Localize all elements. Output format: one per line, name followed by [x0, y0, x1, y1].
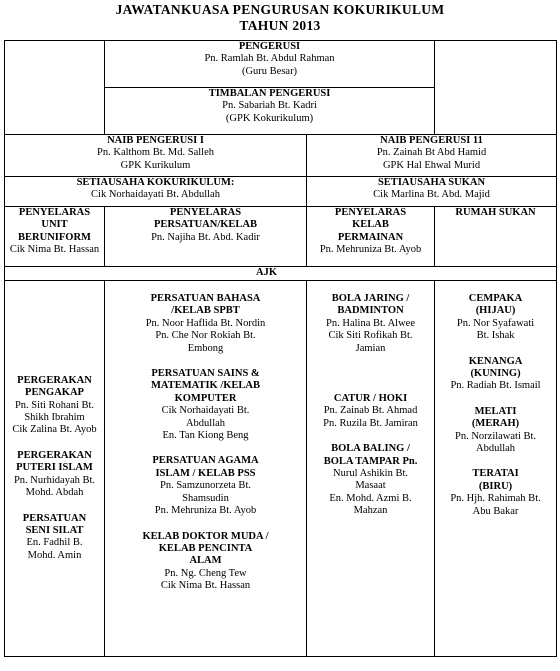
penyelaras-uniform-name: Cik Nima Bt. Hassan: [9, 244, 100, 256]
naib-1-name: Pn. Kalthom Bt. Md. Salleh: [97, 147, 214, 159]
ajk-seni-silat: [7, 513, 102, 563]
naib-2-role: GPK Hal Ehwal Murid: [382, 159, 481, 171]
penyelaras-uniform-title-1: PENYELARAS: [18, 207, 91, 218]
naib-2-title: NAIB PENGERUSI 11: [380, 135, 483, 146]
ajk-bola-baling-name-1: Nurul Ashikin Bt.: [333, 468, 408, 480]
setiausaha-sukan-name: Cik Marlina Bt. Abd. Majid: [373, 189, 490, 201]
ajk-agama-name-3: Pn. Mehruniza Bt. Ayob: [154, 505, 257, 517]
ajk-bola-jaring-name-3: Jamian: [355, 342, 386, 354]
ajk-teratai-name-2: Abu Bakar: [472, 505, 519, 517]
ajk-pengakap-name-3: Cik Zalina Bt. Ayob: [12, 424, 97, 436]
pengerusi-cell: [105, 41, 435, 88]
penyelaras-permainan-cell: [307, 207, 435, 267]
setiausaha-kokurikulum-title: SETIAUSAHA KOKURIKULUM:: [76, 177, 235, 188]
naib-2-name: Pn. Zainah Bt Abd Hamid: [376, 147, 487, 159]
ajk-bahasa-name-3: Embong: [187, 342, 224, 354]
penyelaras-uniform-title-2: UNIT: [41, 219, 68, 231]
naib-1-cell: [5, 135, 307, 177]
penyelaras-uniform-cell: [5, 207, 105, 267]
ajk-teratai-title-1: TERATAI: [472, 468, 519, 480]
ajk-cempaka: [437, 293, 554, 343]
ajk-doktor-muda-title-1: KELAB DOKTOR MUDA /: [142, 530, 269, 542]
ajk-bola-jaring-name-1: Pn. Halina Bt. Alwee: [326, 317, 415, 329]
ajk-seni-silat-title-2: SENI SILAT: [25, 524, 84, 536]
ajk-sains-name-3: En. Tan Kiong Beng: [162, 430, 249, 442]
ajk-sains-title-3: KOMPUTER: [174, 392, 237, 404]
pengerusi-title: PENGERUSI: [238, 41, 301, 52]
ajk-kenanga-title-1: KENANGA: [468, 355, 523, 367]
ajk-sains-title-1: PERSATUAN SAINS &: [151, 368, 260, 380]
ajk-doktor-muda-title-2: KELAB PENCINTA: [158, 542, 253, 554]
ajk-melati-title-2: (MERAH): [471, 418, 520, 430]
penyelaras-permainan-title-3: PERMAINAN: [337, 231, 404, 243]
ajk-agama-title-2: ISLAM / KELAB PSS: [155, 467, 256, 479]
ajk-cempaka-name-1: Pn. Nor Syafawati: [456, 317, 535, 329]
ajk-uniform-column: [5, 281, 105, 657]
ajk-pengakap-name-2: Shikh Ibrahim: [24, 412, 85, 424]
ajk-melati-title-1: MELATI: [474, 405, 517, 417]
setiausaha-kokurikulum-cell: [5, 177, 307, 207]
setiausaha-sukan-cell: [307, 177, 557, 207]
penyelaras-persatuan-title-1: PENYELARAS: [169, 207, 242, 218]
naib-1-title: NAIB PENGERUSI I: [107, 135, 204, 146]
ajk-sains-name-1: Cik Norhaidayati Bt.: [161, 405, 250, 417]
ajk-cempaka-title-2: (HIJAU): [475, 305, 516, 317]
ajk-puteri-islam-title-1: PERGERAKAN: [17, 449, 92, 461]
ajk-doktor-muda-name-1: Pn. Ng. Cheng Tew: [164, 567, 247, 579]
ajk-cempaka-title-1: CEMPAKA: [468, 293, 523, 304]
timbalan-title: TIMBALAN PENGERUSI: [208, 88, 331, 99]
ajk-doktor-muda-name-2: Cik Nima Bt. Hassan: [160, 580, 251, 592]
ajk-catur-name-1: Pn. Zainab Bt. Ahmad: [323, 405, 418, 417]
penyelaras-persatuan-name: Pn. Najiha Bt. Abd. Kadir: [151, 231, 260, 243]
ajk-teratai-title-2: (BIRU): [478, 480, 513, 492]
ajk-sains-title-2: MATEMATIK /KELAB: [151, 380, 260, 392]
ajk-agama-name-1: Pn. Samzunorzeta Bt.: [160, 480, 251, 492]
ajk-pengakap-name-1: Pn. Siti Rohani Bt.: [14, 399, 95, 411]
ajk-puteri-islam-name-1: Pn. Nurhidayah Bt.: [13, 474, 96, 486]
ajk-bola-baling-name-4: Mahzan: [353, 505, 388, 517]
ajk-persatuan-column: [105, 281, 307, 657]
ajk-bahasa: [107, 293, 304, 355]
ajk-seni-silat-name-1: En. Fadhil B.: [26, 537, 83, 549]
ajk-bola-baling: [309, 443, 432, 517]
ajk-bola-baling-title-1: BOLA BALING /: [331, 443, 410, 455]
ajk-teratai-name-1: Pn. Hjh. Rahimah Bt.: [450, 493, 541, 505]
ajk-bahasa-name-2: Pn. Che Nor Rokiah Bt.: [155, 330, 256, 342]
naib-1-role: GPK Kurikulum: [120, 159, 191, 171]
rumah-sukan-cell: [435, 207, 557, 267]
ajk-label: AJK: [256, 267, 278, 278]
ajk-bahasa-title-1: PERSATUAN BAHASA: [150, 293, 261, 304]
ajk-melati-name-1: Pn. Norzilawati Bt.: [454, 430, 537, 442]
ajk-agama: [107, 455, 304, 517]
ajk-sains: [107, 368, 304, 442]
ajk-bola-baling-title-2: BOLA TAMPAR Pn.: [323, 455, 418, 467]
naib-2-cell: [307, 135, 557, 177]
timbalan-name: Pn. Sabariah Bt. Kadri: [222, 100, 317, 112]
ajk-bola-jaring: [309, 293, 432, 355]
ajk-kenanga-name-1: Pn. Radiah Bt. Ismail: [450, 380, 541, 392]
ajk-bahasa-name-1: Pn. Noor Haflida Bt. Nordin: [145, 317, 266, 329]
empty-cell-left: [5, 41, 105, 135]
ajk-agama-title-1: PERSATUAN AGAMA: [152, 455, 259, 467]
ajk-permainan-column: [307, 281, 435, 657]
ajk-rumah-sukan-column: [435, 281, 557, 657]
empty-cell-right: [435, 41, 557, 135]
ajk-bahasa-title-2: /KELAB SPBT: [171, 305, 240, 317]
ajk-puteri-islam: [7, 450, 102, 500]
setiausaha-sukan-title: SETIAUSAHA SUKAN: [377, 177, 486, 188]
ajk-sains-name-2: Abdullah: [185, 417, 226, 429]
penyelaras-permainan-name: Pn. Mehruniza Bt. Ayob: [319, 244, 422, 256]
ajk-cempaka-name-2: Bt. Ishak: [476, 330, 515, 342]
ajk-catur-title: CATUR / HOKI: [333, 393, 408, 405]
penyelaras-persatuan-cell: [105, 207, 307, 267]
ajk-bola-baling-name-2: Masaat: [355, 480, 386, 492]
ajk-catur-name-2: Pn. Ruzila Bt. Jamiran: [323, 417, 418, 429]
ajk-seni-silat-name-2: Mohd. Amin: [27, 549, 82, 561]
ajk-kenanga: [437, 356, 554, 393]
penyelaras-permainan-title-1: PENYELARAS: [334, 207, 407, 218]
ajk-bola-jaring-name-2: Cik Siti Rofikah Bt.: [328, 330, 413, 342]
ajk-kenanga-title-2: (KUNING): [470, 368, 521, 380]
timbalan-cell: [105, 88, 435, 135]
ajk-pengakap-title-1: PERGERAKAN: [17, 374, 92, 386]
page-title: JAWATANKUASA PENGURUSAN KOKURIKULUM: [115, 2, 445, 17]
penyelaras-persatuan-title-2: PERSATUAN/KELAB: [153, 219, 258, 231]
ajk-seni-silat-title-1: PERSATUAN: [22, 512, 87, 524]
pengerusi-name: Pn. Ramlah Bt. Abdul Rahman: [204, 53, 335, 65]
committee-table: [4, 40, 557, 657]
rumah-sukan-title: RUMAH SUKAN: [455, 207, 536, 218]
ajk-bola-baling-name-3: En. Mohd. Azmi B.: [329, 492, 412, 504]
ajk-agama-name-2: Shamsudin: [182, 492, 229, 504]
timbalan-role: (GPK Kokurikulum): [225, 112, 314, 124]
page-subtitle-year: TAHUN 2013: [239, 18, 321, 33]
pengerusi-role: (Guru Besar): [241, 65, 298, 77]
ajk-doktor-muda: [107, 531, 304, 593]
penyelaras-uniform-title-3: BERUNIFORM: [18, 231, 91, 243]
ajk-catur: [309, 393, 432, 430]
ajk-bola-jaring-title-2: BADMINTON: [337, 305, 404, 317]
setiausaha-kokurikulum-name: Cik Norhaidayati Bt. Abdullah: [91, 189, 220, 201]
ajk-puteri-islam-name-2: Mohd. Abdah: [25, 487, 84, 499]
ajk-melati-name-2: Abdullah: [475, 443, 516, 455]
ajk-doktor-muda-title-3: ALAM: [189, 555, 222, 567]
ajk-puteri-islam-title-2: PUTERI ISLAM: [16, 462, 93, 474]
ajk-header-cell: [5, 267, 557, 281]
ajk-bola-jaring-title-1: BOLA JARING /: [331, 293, 410, 304]
ajk-pengakap-title-2: PENGAKAP: [25, 387, 84, 399]
penyelaras-permainan-title-2: KELAB: [352, 219, 389, 231]
ajk-melati: [437, 406, 554, 456]
ajk-teratai: [437, 468, 554, 518]
ajk-pengakap: [7, 375, 102, 437]
